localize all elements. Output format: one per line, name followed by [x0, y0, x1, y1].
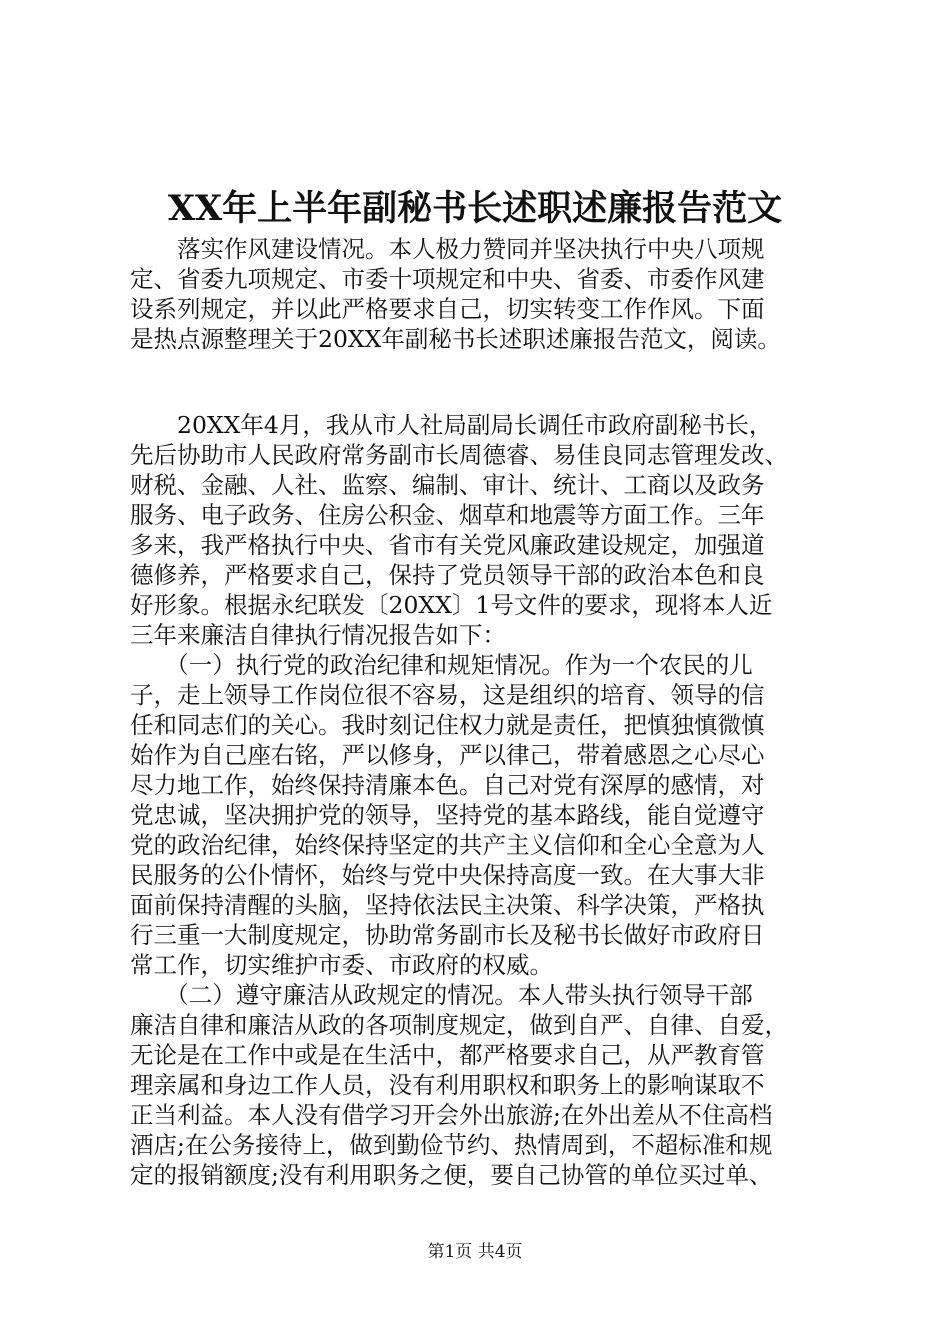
text-line: 民服务的公仆情怀，始终与党中央保持高度一致。在大事大非	[130, 861, 765, 889]
text-line: 先后协助市人民政府常务副市长周德睿、易佳良同志管理发改、	[130, 441, 788, 469]
text-line: 无论是在工作中或是在生活中，都严格要求自己，从严教育管	[130, 1041, 765, 1069]
text-line: 定、省委九项规定、市委十项规定和中央、省委、市委作风建	[130, 265, 765, 293]
text-line: 多来，我严格执行中央、省市有关党风廉政建设规定，加强道	[130, 531, 765, 559]
text-line: 是热点源整理关于20XX年副秘书长述职述廉报告范文，阅读。	[130, 325, 781, 353]
text-line: 理亲属和身边工作人员，没有利用职权和职务上的影响谋取不	[130, 1071, 765, 1099]
text-line: 尽力地工作，始终保持清廉本色。自己对党有深厚的感情，对	[130, 771, 765, 799]
text-line: 始作为自己座右铭，严以修身，严以律己，带着感恩之心尽心	[130, 741, 765, 769]
intro-paragraph	[130, 234, 830, 354]
text-line: 服务、电子政务、住房公积金、烟草和地震等方面工作。三年	[130, 501, 765, 529]
page-number-footer: 第1页 共4页	[427, 1242, 523, 1262]
text-line: 落实作风建设情况。本人极力赞同并坚决执行中央八项规	[130, 235, 765, 263]
paragraph-gap	[130, 354, 830, 410]
text-line: 设系列规定，并以此严格要求自己，切实转变工作作风。下面	[130, 295, 765, 323]
text-line: 20XX年4月，我从市人社局副局长调任市政府副秘书长，	[130, 411, 773, 439]
text-line: 三年来廉洁自律执行情况报告如下：	[130, 621, 506, 649]
text-line: 酒店;在公务接待上，做到勤俭节约、热情周到，不超标准和规	[130, 1131, 773, 1159]
text-line: （二）遵守廉洁从政规定的情况。本人带头执行领导干部	[130, 981, 753, 1009]
text-line: 正当利益。本人没有借学习开会外出旅游;在外出差从不住高档	[130, 1101, 773, 1129]
text-line: 好形象。根据永纪联发〔20XX〕1号文件的要求，现将本人近	[130, 591, 773, 619]
text-line: 党的政治纪律，始终保持坚定的共产主义信仰和全心全意为人	[130, 831, 765, 859]
document-title: XX年上半年副秘书长述职述廉报告范文	[167, 188, 783, 229]
text-line: 定的报销额度;没有利用职务之便，要自己协管的单位买过单、	[130, 1161, 773, 1189]
text-line: 常工作，切实维护市委、市政府的权威。	[130, 951, 553, 979]
text-line: 廉洁自律和廉洁从政的各项制度规定，做到自严、自律、自爱，	[130, 1011, 788, 1039]
text-line: 党忠诚，坚决拥护党的领导，坚持党的基本路线，能自觉遵守	[130, 801, 765, 829]
text-line: 德修养，严格要求自己，保持了党员领导干部的政治本色和良	[130, 561, 765, 589]
text-line: 面前保持清醒的头脑，坚持依法民主决策、科学决策，严格执	[130, 891, 765, 919]
text-line: 行三重一大制度规定，协助常务副市长及秘书长做好市政府日	[130, 921, 765, 949]
document-body	[130, 234, 830, 1190]
text-line: 子，走上领导工作岗位很不容易，这是组织的培育、领导的信	[130, 681, 765, 709]
main-paragraphs	[130, 410, 830, 1190]
text-line: 任和同志们的关心。我时刻记住权力就是责任，把慎独慎微慎	[130, 711, 765, 739]
text-line: （一）执行党的政治纪律和规矩情况。作为一个农民的儿	[130, 651, 753, 679]
text-line: 财税、金融、人社、监察、编制、审计、统计、工商以及政务	[130, 471, 765, 499]
